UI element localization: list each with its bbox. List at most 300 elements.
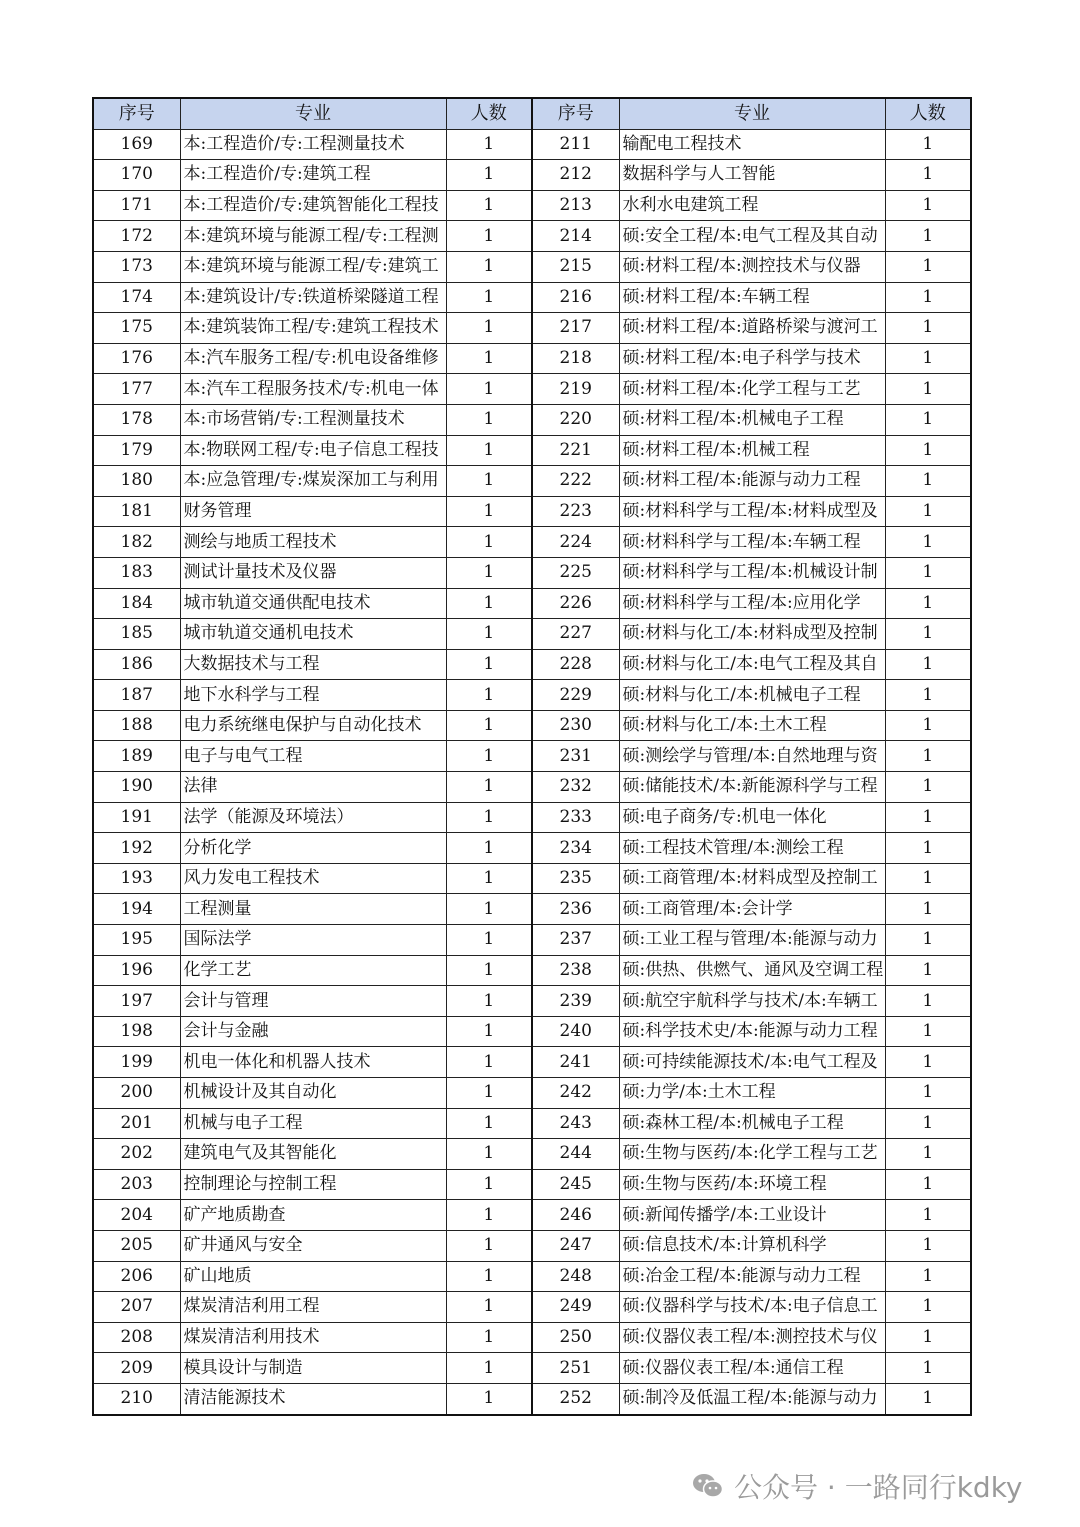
major-cell: 硕:森林工程/本:机械电子工程	[619, 1108, 885, 1139]
count-cell: 1	[885, 496, 971, 527]
table-row	[93, 833, 971, 864]
major-cell: 硕:工程技术管理/本:测绘工程	[619, 833, 885, 864]
serial-cell: 174	[93, 282, 180, 313]
major-cell: 硕:新闻传播学/本:工业设计	[619, 1200, 885, 1231]
table-row	[93, 925, 971, 956]
table-row	[93, 404, 971, 435]
count-cell: 1	[885, 741, 971, 772]
major-cell: 硕:航空宇航科学与技术/本:车辆工	[619, 986, 885, 1017]
enrollment-table	[92, 97, 972, 1416]
serial-cell: 232	[532, 772, 619, 803]
serial-cell: 217	[532, 313, 619, 344]
count-cell: 1	[885, 894, 971, 925]
major-cell: 煤炭清洁利用技术	[180, 1322, 446, 1353]
count-cell: 1	[885, 1200, 971, 1231]
serial-cell: 202	[93, 1139, 180, 1170]
count-cell: 1	[446, 496, 532, 527]
count-cell: 1	[885, 1078, 971, 1109]
table-row	[93, 1292, 971, 1323]
table-row	[93, 251, 971, 282]
major-cell: 硕:材料与化工/本:电气工程及其自	[619, 649, 885, 680]
serial-cell: 222	[532, 466, 619, 497]
table-row	[93, 955, 971, 986]
count-cell: 1	[446, 619, 532, 650]
major-cell: 国际法学	[180, 925, 446, 956]
major-cell: 硕:冶金工程/本:能源与动力工程	[619, 1261, 885, 1292]
serial-cell: 248	[532, 1261, 619, 1292]
table-row	[93, 894, 971, 925]
major-cell: 硕:材料科学与工程/本:车辆工程	[619, 527, 885, 558]
major-cell: 硕:材料工程/本:测控技术与仪器	[619, 251, 885, 282]
table-row	[93, 619, 971, 650]
serial-cell: 251	[532, 1353, 619, 1384]
count-cell: 1	[885, 1383, 971, 1414]
serial-cell: 193	[93, 863, 180, 894]
major-cell: 硕:材料工程/本:道路桥梁与渡河工	[619, 313, 885, 344]
serial-cell: 182	[93, 527, 180, 558]
serial-cell: 171	[93, 190, 180, 221]
major-cell: 煤炭清洁利用工程	[180, 1292, 446, 1323]
major-cell: 风力发电工程技术	[180, 863, 446, 894]
serial-cell: 175	[93, 313, 180, 344]
count-cell: 1	[446, 833, 532, 864]
count-cell: 1	[885, 1353, 971, 1384]
major-cell: 测试计量技术及仪器	[180, 557, 446, 588]
major-cell: 会计与金融	[180, 1016, 446, 1047]
table-row	[93, 1078, 971, 1109]
major-cell: 本:物联网工程/专:电子信息工程技	[180, 435, 446, 466]
serial-cell: 236	[532, 894, 619, 925]
count-cell: 1	[446, 1353, 532, 1384]
major-cell: 本:工程造价/专:建筑智能化工程技	[180, 190, 446, 221]
table-row	[93, 588, 971, 619]
count-cell: 1	[885, 466, 971, 497]
count-cell: 1	[885, 802, 971, 833]
serial-cell: 194	[93, 894, 180, 925]
serial-cell: 231	[532, 741, 619, 772]
major-cell: 本:应急管理/专:煤炭深加工与利用	[180, 466, 446, 497]
table-row	[93, 527, 971, 558]
table-row	[93, 282, 971, 313]
table-row	[93, 1200, 971, 1231]
major-cell: 财务管理	[180, 496, 446, 527]
major-cell: 硕:材料科学与工程/本:材料成型及	[619, 496, 885, 527]
count-cell: 1	[885, 1047, 971, 1078]
major-cell: 机械与电子工程	[180, 1108, 446, 1139]
serial-cell: 249	[532, 1292, 619, 1323]
count-cell: 1	[446, 649, 532, 680]
serial-cell: 213	[532, 190, 619, 221]
serial-cell: 239	[532, 986, 619, 1017]
serial-cell: 219	[532, 374, 619, 405]
table-row	[93, 772, 971, 803]
serial-cell: 208	[93, 1322, 180, 1353]
major-cell: 本:汽车工程服务技术/专:机电一体	[180, 374, 446, 405]
major-cell: 控制理论与控制工程	[180, 1169, 446, 1200]
serial-cell: 200	[93, 1078, 180, 1109]
major-cell: 机电一体化和机器人技术	[180, 1047, 446, 1078]
major-cell: 硕:仪器仪表工程/本:通信工程	[619, 1353, 885, 1384]
major-cell: 数据科学与人工智能	[619, 160, 885, 191]
serial-cell: 245	[532, 1169, 619, 1200]
major-cell: 硕:力学/本:土木工程	[619, 1078, 885, 1109]
count-cell: 1	[885, 1261, 971, 1292]
count-cell: 1	[885, 772, 971, 803]
table-row	[93, 190, 971, 221]
major-cell: 硕:工业工程与管理/本:能源与动力	[619, 925, 885, 956]
serial-cell: 211	[532, 129, 619, 160]
major-cell: 硕:储能技术/本:新能源科学与工程	[619, 772, 885, 803]
serial-cell: 212	[532, 160, 619, 191]
major-cell: 分析化学	[180, 833, 446, 864]
table-row	[93, 863, 971, 894]
count-cell: 1	[446, 557, 532, 588]
count-cell: 1	[446, 404, 532, 435]
table-row	[93, 1139, 971, 1170]
count-cell: 1	[885, 221, 971, 252]
serial-cell: 230	[532, 710, 619, 741]
major-cell: 输配电工程技术	[619, 129, 885, 160]
count-cell: 1	[446, 343, 532, 374]
major-cell: 法律	[180, 772, 446, 803]
header-count-right: 人数	[885, 98, 971, 129]
major-cell: 测绘与地质工程技术	[180, 527, 446, 558]
serial-cell: 195	[93, 925, 180, 956]
count-cell: 1	[885, 833, 971, 864]
serial-cell: 183	[93, 557, 180, 588]
table-row	[93, 221, 971, 252]
table-row	[93, 129, 971, 160]
serial-cell: 252	[532, 1383, 619, 1414]
count-cell: 1	[446, 680, 532, 711]
table-row	[93, 741, 971, 772]
count-cell: 1	[446, 313, 532, 344]
table-row	[93, 1261, 971, 1292]
count-cell: 1	[446, 1322, 532, 1353]
count-cell: 1	[885, 1322, 971, 1353]
count-cell: 1	[446, 741, 532, 772]
table-row	[93, 1383, 971, 1414]
serial-cell: 205	[93, 1230, 180, 1261]
major-cell: 硕:材料工程/本:电子科学与技术	[619, 343, 885, 374]
watermark-text: 公众号 · 一路同行kdky	[734, 1471, 1023, 1504]
table-row	[93, 496, 971, 527]
serial-cell: 172	[93, 221, 180, 252]
serial-cell: 170	[93, 160, 180, 191]
table-row	[93, 466, 971, 497]
count-cell: 1	[885, 527, 971, 558]
count-cell: 1	[446, 1261, 532, 1292]
major-cell: 大数据技术与工程	[180, 649, 446, 680]
major-cell: 硕:仪器仪表工程/本:测控技术与仪	[619, 1322, 885, 1353]
count-cell: 1	[446, 190, 532, 221]
major-cell: 硕:材料与化工/本:机械电子工程	[619, 680, 885, 711]
serial-cell: 246	[532, 1200, 619, 1231]
major-cell: 城市轨道交通机电技术	[180, 619, 446, 650]
serial-cell: 250	[532, 1322, 619, 1353]
serial-cell: 186	[93, 649, 180, 680]
wechat-icon	[692, 1471, 724, 1501]
major-cell: 硕:电子商务/专:机电一体化	[619, 802, 885, 833]
table-row	[93, 986, 971, 1017]
table-row	[93, 1108, 971, 1139]
serial-cell: 220	[532, 404, 619, 435]
serial-cell: 243	[532, 1108, 619, 1139]
count-cell: 1	[885, 619, 971, 650]
header-major-left: 专业	[180, 98, 446, 129]
major-cell: 法学（能源及环境法）	[180, 802, 446, 833]
count-cell: 1	[446, 1292, 532, 1323]
major-cell: 本:市场营销/专:工程测量技术	[180, 404, 446, 435]
major-cell: 清洁能源技术	[180, 1383, 446, 1414]
count-cell: 1	[885, 1139, 971, 1170]
major-cell: 建筑电气及其智能化	[180, 1139, 446, 1170]
serial-cell: 197	[93, 986, 180, 1017]
major-cell: 硕:材料工程/本:机械工程	[619, 435, 885, 466]
major-cell: 硕:工商管理/本:会计学	[619, 894, 885, 925]
serial-cell: 191	[93, 802, 180, 833]
serial-cell: 216	[532, 282, 619, 313]
serial-cell: 207	[93, 1292, 180, 1323]
count-cell: 1	[446, 1078, 532, 1109]
table-row	[93, 343, 971, 374]
serial-cell: 225	[532, 557, 619, 588]
count-cell: 1	[446, 925, 532, 956]
major-cell: 城市轨道交通供配电技术	[180, 588, 446, 619]
serial-cell: 233	[532, 802, 619, 833]
serial-cell: 240	[532, 1016, 619, 1047]
serial-cell: 218	[532, 343, 619, 374]
count-cell: 1	[885, 282, 971, 313]
serial-cell: 173	[93, 251, 180, 282]
major-cell: 本:汽车服务工程/专:机电设备维修	[180, 343, 446, 374]
count-cell: 1	[885, 588, 971, 619]
count-cell: 1	[446, 1139, 532, 1170]
count-cell: 1	[885, 313, 971, 344]
watermark	[692, 1466, 1022, 1506]
count-cell: 1	[885, 1108, 971, 1139]
count-cell: 1	[446, 863, 532, 894]
serial-cell: 198	[93, 1016, 180, 1047]
major-cell: 本:建筑设计/专:铁道桥梁隧道工程	[180, 282, 446, 313]
serial-cell: 176	[93, 343, 180, 374]
header-count-left: 人数	[446, 98, 532, 129]
serial-cell: 247	[532, 1230, 619, 1261]
header-major-right: 专业	[619, 98, 885, 129]
major-cell: 电子与电气工程	[180, 741, 446, 772]
serial-cell: 235	[532, 863, 619, 894]
serial-cell: 190	[93, 772, 180, 803]
table-row	[93, 1169, 971, 1200]
major-cell: 硕:仪器科学与技术/本:电子信息工	[619, 1292, 885, 1323]
count-cell: 1	[446, 1383, 532, 1414]
table-row	[93, 557, 971, 588]
count-cell: 1	[885, 986, 971, 1017]
major-cell: 机械设计及其自动化	[180, 1078, 446, 1109]
major-cell: 硕:科学技术史/本:能源与动力工程	[619, 1016, 885, 1047]
major-cell: 硕:工商管理/本:材料成型及控制工	[619, 863, 885, 894]
major-cell: 会计与管理	[180, 986, 446, 1017]
table-row	[93, 1322, 971, 1353]
serial-cell: 184	[93, 588, 180, 619]
major-cell: 硕:材料科学与工程/本:机械设计制	[619, 557, 885, 588]
major-cell: 硕:供热、供燃气、通风及空调工程	[619, 955, 885, 986]
count-cell: 1	[446, 588, 532, 619]
table-row	[93, 649, 971, 680]
count-cell: 1	[446, 710, 532, 741]
table-row	[93, 1016, 971, 1047]
serial-cell: 238	[532, 955, 619, 986]
serial-cell: 192	[93, 833, 180, 864]
count-cell: 1	[446, 1169, 532, 1200]
count-cell: 1	[885, 955, 971, 986]
table-row	[93, 435, 971, 466]
major-cell: 硕:材料与化工/本:材料成型及控制	[619, 619, 885, 650]
count-cell: 1	[446, 1230, 532, 1261]
serial-cell: 178	[93, 404, 180, 435]
major-cell: 矿井通风与安全	[180, 1230, 446, 1261]
count-cell: 1	[446, 282, 532, 313]
count-cell: 1	[885, 129, 971, 160]
major-cell: 硕:信息技术/本:计算机科学	[619, 1230, 885, 1261]
serial-cell: 181	[93, 496, 180, 527]
count-cell: 1	[446, 955, 532, 986]
count-cell: 1	[446, 160, 532, 191]
count-cell: 1	[885, 710, 971, 741]
serial-cell: 206	[93, 1261, 180, 1292]
serial-cell: 204	[93, 1200, 180, 1231]
serial-cell: 221	[532, 435, 619, 466]
table-row	[93, 160, 971, 191]
serial-cell: 210	[93, 1383, 180, 1414]
count-cell: 1	[446, 129, 532, 160]
count-cell: 1	[885, 374, 971, 405]
header-row	[93, 98, 971, 129]
major-cell: 矿山地质	[180, 1261, 446, 1292]
major-cell: 硕:制冷及低温工程/本:能源与动力	[619, 1383, 885, 1414]
major-cell: 硕:材料工程/本:化学工程与工艺	[619, 374, 885, 405]
serial-cell: 179	[93, 435, 180, 466]
serial-cell: 229	[532, 680, 619, 711]
serial-cell: 189	[93, 741, 180, 772]
major-cell: 化学工艺	[180, 955, 446, 986]
count-cell: 1	[885, 1169, 971, 1200]
table-row	[93, 680, 971, 711]
count-cell: 1	[446, 466, 532, 497]
serial-cell: 196	[93, 955, 180, 986]
table-row	[93, 1353, 971, 1384]
serial-cell: 237	[532, 925, 619, 956]
major-cell: 硕:可持续能源技术/本:电气工程及	[619, 1047, 885, 1078]
serial-cell: 224	[532, 527, 619, 558]
table-row	[93, 802, 971, 833]
table-row	[93, 1230, 971, 1261]
count-cell: 1	[885, 557, 971, 588]
major-cell: 硕:安全工程/本:电气工程及其自动	[619, 221, 885, 252]
major-cell: 硕:材料与化工/本:土木工程	[619, 710, 885, 741]
major-cell: 模具设计与制造	[180, 1353, 446, 1384]
count-cell: 1	[885, 649, 971, 680]
table-row	[93, 710, 971, 741]
header-serial-right: 序号	[532, 98, 619, 129]
major-cell: 本:工程造价/专:建筑工程	[180, 160, 446, 191]
serial-cell: 201	[93, 1108, 180, 1139]
count-cell: 1	[885, 680, 971, 711]
table-row	[93, 1047, 971, 1078]
major-cell: 矿产地质勘查	[180, 1200, 446, 1231]
serial-cell: 187	[93, 680, 180, 711]
serial-cell: 228	[532, 649, 619, 680]
major-cell: 本:建筑环境与能源工程/专:工程测	[180, 221, 446, 252]
serial-cell: 169	[93, 129, 180, 160]
serial-cell: 199	[93, 1047, 180, 1078]
major-cell: 硕:材料工程/本:车辆工程	[619, 282, 885, 313]
serial-cell: 241	[532, 1047, 619, 1078]
count-cell: 1	[446, 251, 532, 282]
count-cell: 1	[885, 1016, 971, 1047]
count-cell: 1	[446, 374, 532, 405]
serial-cell: 214	[532, 221, 619, 252]
count-cell: 1	[446, 1047, 532, 1078]
major-cell: 硕:材料工程/本:能源与动力工程	[619, 466, 885, 497]
serial-cell: 185	[93, 619, 180, 650]
count-cell: 1	[885, 1230, 971, 1261]
major-cell: 电力系统继电保护与自动化技术	[180, 710, 446, 741]
major-cell: 本:建筑环境与能源工程/专:建筑工	[180, 251, 446, 282]
count-cell: 1	[446, 435, 532, 466]
serial-cell: 234	[532, 833, 619, 864]
major-cell: 本:工程造价/专:工程测量技术	[180, 129, 446, 160]
major-cell: 地下水科学与工程	[180, 680, 446, 711]
major-cell: 硕:生物与医药/本:化学工程与工艺	[619, 1139, 885, 1170]
count-cell: 1	[885, 251, 971, 282]
count-cell: 1	[446, 894, 532, 925]
count-cell: 1	[446, 221, 532, 252]
serial-cell: 226	[532, 588, 619, 619]
table-row	[93, 313, 971, 344]
serial-cell: 223	[532, 496, 619, 527]
count-cell: 1	[885, 925, 971, 956]
count-cell: 1	[885, 343, 971, 374]
header-serial-left: 序号	[93, 98, 180, 129]
table-row	[93, 374, 971, 405]
serial-cell: 188	[93, 710, 180, 741]
serial-cell: 177	[93, 374, 180, 405]
serial-cell: 227	[532, 619, 619, 650]
count-cell: 1	[446, 1108, 532, 1139]
count-cell: 1	[885, 190, 971, 221]
serial-cell: 215	[532, 251, 619, 282]
count-cell: 1	[446, 527, 532, 558]
count-cell: 1	[885, 435, 971, 466]
count-cell: 1	[446, 772, 532, 803]
count-cell: 1	[446, 986, 532, 1017]
major-cell: 工程测量	[180, 894, 446, 925]
count-cell: 1	[885, 404, 971, 435]
major-cell: 水利水电建筑工程	[619, 190, 885, 221]
count-cell: 1	[885, 1292, 971, 1323]
count-cell: 1	[446, 802, 532, 833]
count-cell: 1	[446, 1200, 532, 1231]
major-cell: 硕:材料科学与工程/本:应用化学	[619, 588, 885, 619]
major-cell: 硕:测绘学与管理/本:自然地理与资	[619, 741, 885, 772]
serial-cell: 209	[93, 1353, 180, 1384]
count-cell: 1	[446, 1016, 532, 1047]
serial-cell: 242	[532, 1078, 619, 1109]
count-cell: 1	[885, 863, 971, 894]
count-cell: 1	[885, 160, 971, 191]
major-cell: 硕:生物与医药/本:环境工程	[619, 1169, 885, 1200]
